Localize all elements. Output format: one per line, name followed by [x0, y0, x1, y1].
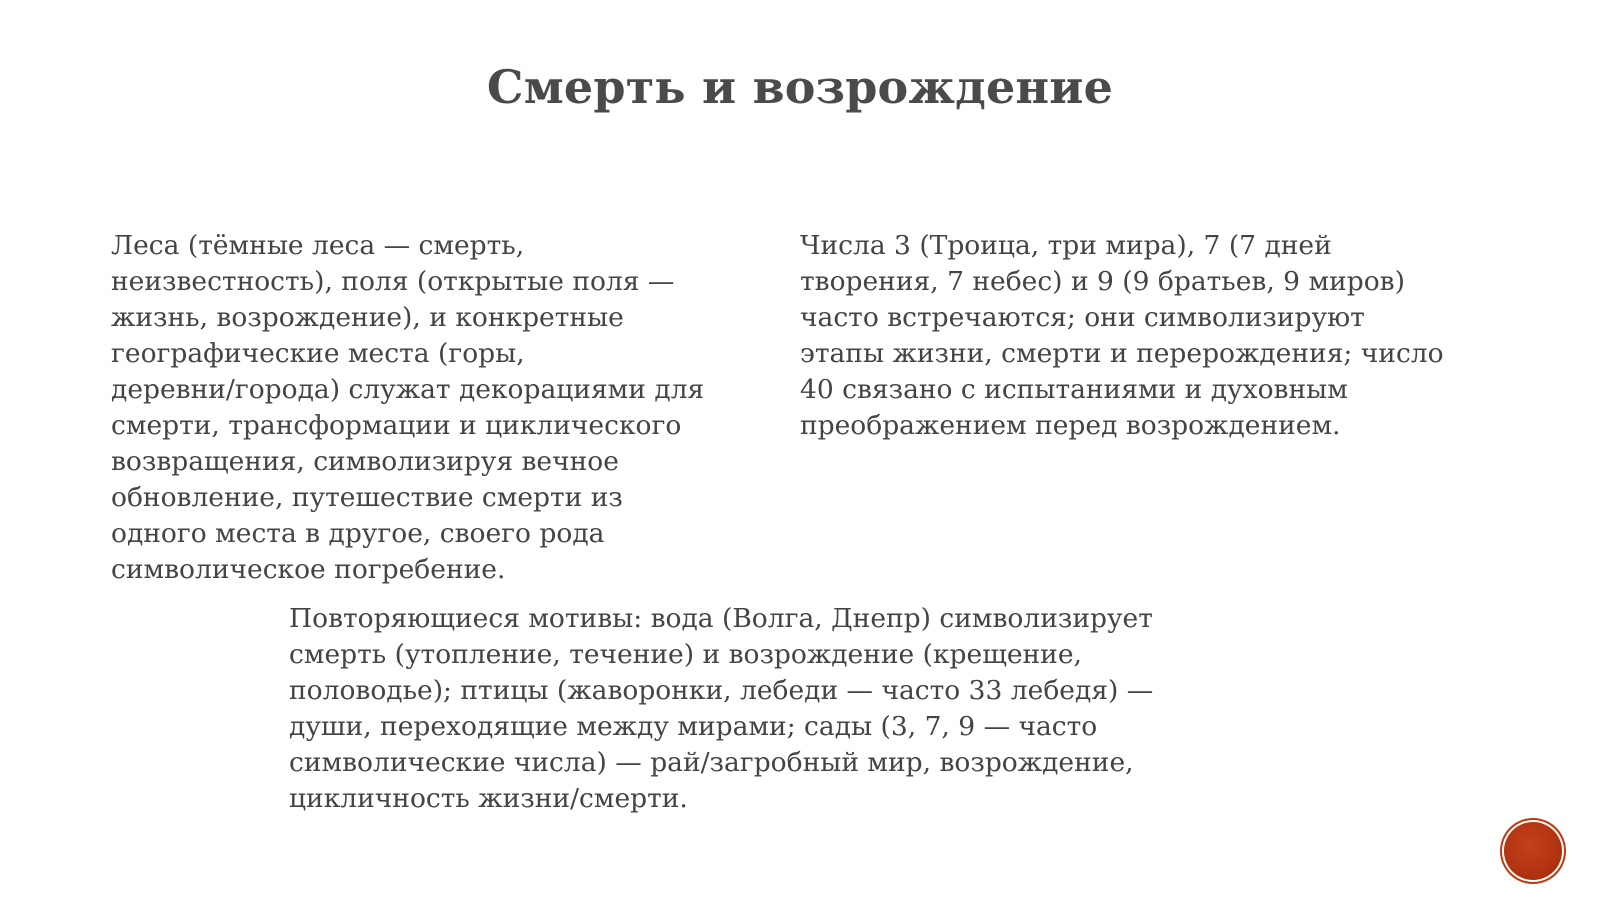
slide-title: Смерть и возрождение — [486, 60, 1114, 114]
text-line: преображением перед возрождением. — [800, 410, 1341, 441]
text-line: часто встречаются; они символизируют — [800, 302, 1365, 333]
text-line: этапы жизни, смерти и перерождения; число — [800, 338, 1444, 369]
text-line: одного места в другое, своего рода — [111, 518, 605, 549]
text-line: Повторяющиеся мотивы: вода (Волга, Днепр) символизирует — [289, 603, 1153, 634]
text-line: Леса (тёмные леса — смерть, — [111, 230, 525, 261]
bottom-text-block — [289, 601, 1153, 817]
text-line: половодье); птицы (жаворонки, лебеди — часто 33 лебедя) — — [289, 675, 1154, 706]
text-line: творения, 7 небес) и 9 (9 братьев, 9 миров) — [800, 266, 1405, 297]
text-line: символические числа) — рай/загробный мир, возрождение, — [289, 747, 1134, 778]
text-line: души, переходящие между мирами; сады (3, 7, 9 — часто — [289, 711, 1098, 742]
text-line: возвращения, символизируя вечное — [111, 446, 619, 477]
slide-nav-button[interactable] — [1504, 822, 1562, 880]
text-line: деревни/города) служат декорациями для — [111, 374, 705, 405]
text-line: смерти, трансформации и циклического — [111, 410, 682, 441]
text-line: цикличность жизни/смерти. — [289, 783, 688, 814]
text-line: смерть (утопление, течение) и возрождение (крещение, — [289, 639, 1082, 670]
left-text-block — [111, 228, 704, 588]
right-text-block — [800, 228, 1444, 444]
text-line: географические места (горы, — [111, 338, 525, 369]
text-line: обновление, путешествие смерти из — [111, 482, 623, 513]
text-line: неизвестность), поля (открытые поля — — [111, 266, 675, 297]
text-line: Числа 3 (Троица, три мира), 7 (7 дней — [800, 230, 1332, 261]
text-line: 40 связано с испытаниями и духовным — [800, 374, 1348, 405]
text-line: жизнь, возрождение), и конкретные — [111, 302, 624, 333]
text-line: символическое погребение. — [111, 554, 506, 585]
